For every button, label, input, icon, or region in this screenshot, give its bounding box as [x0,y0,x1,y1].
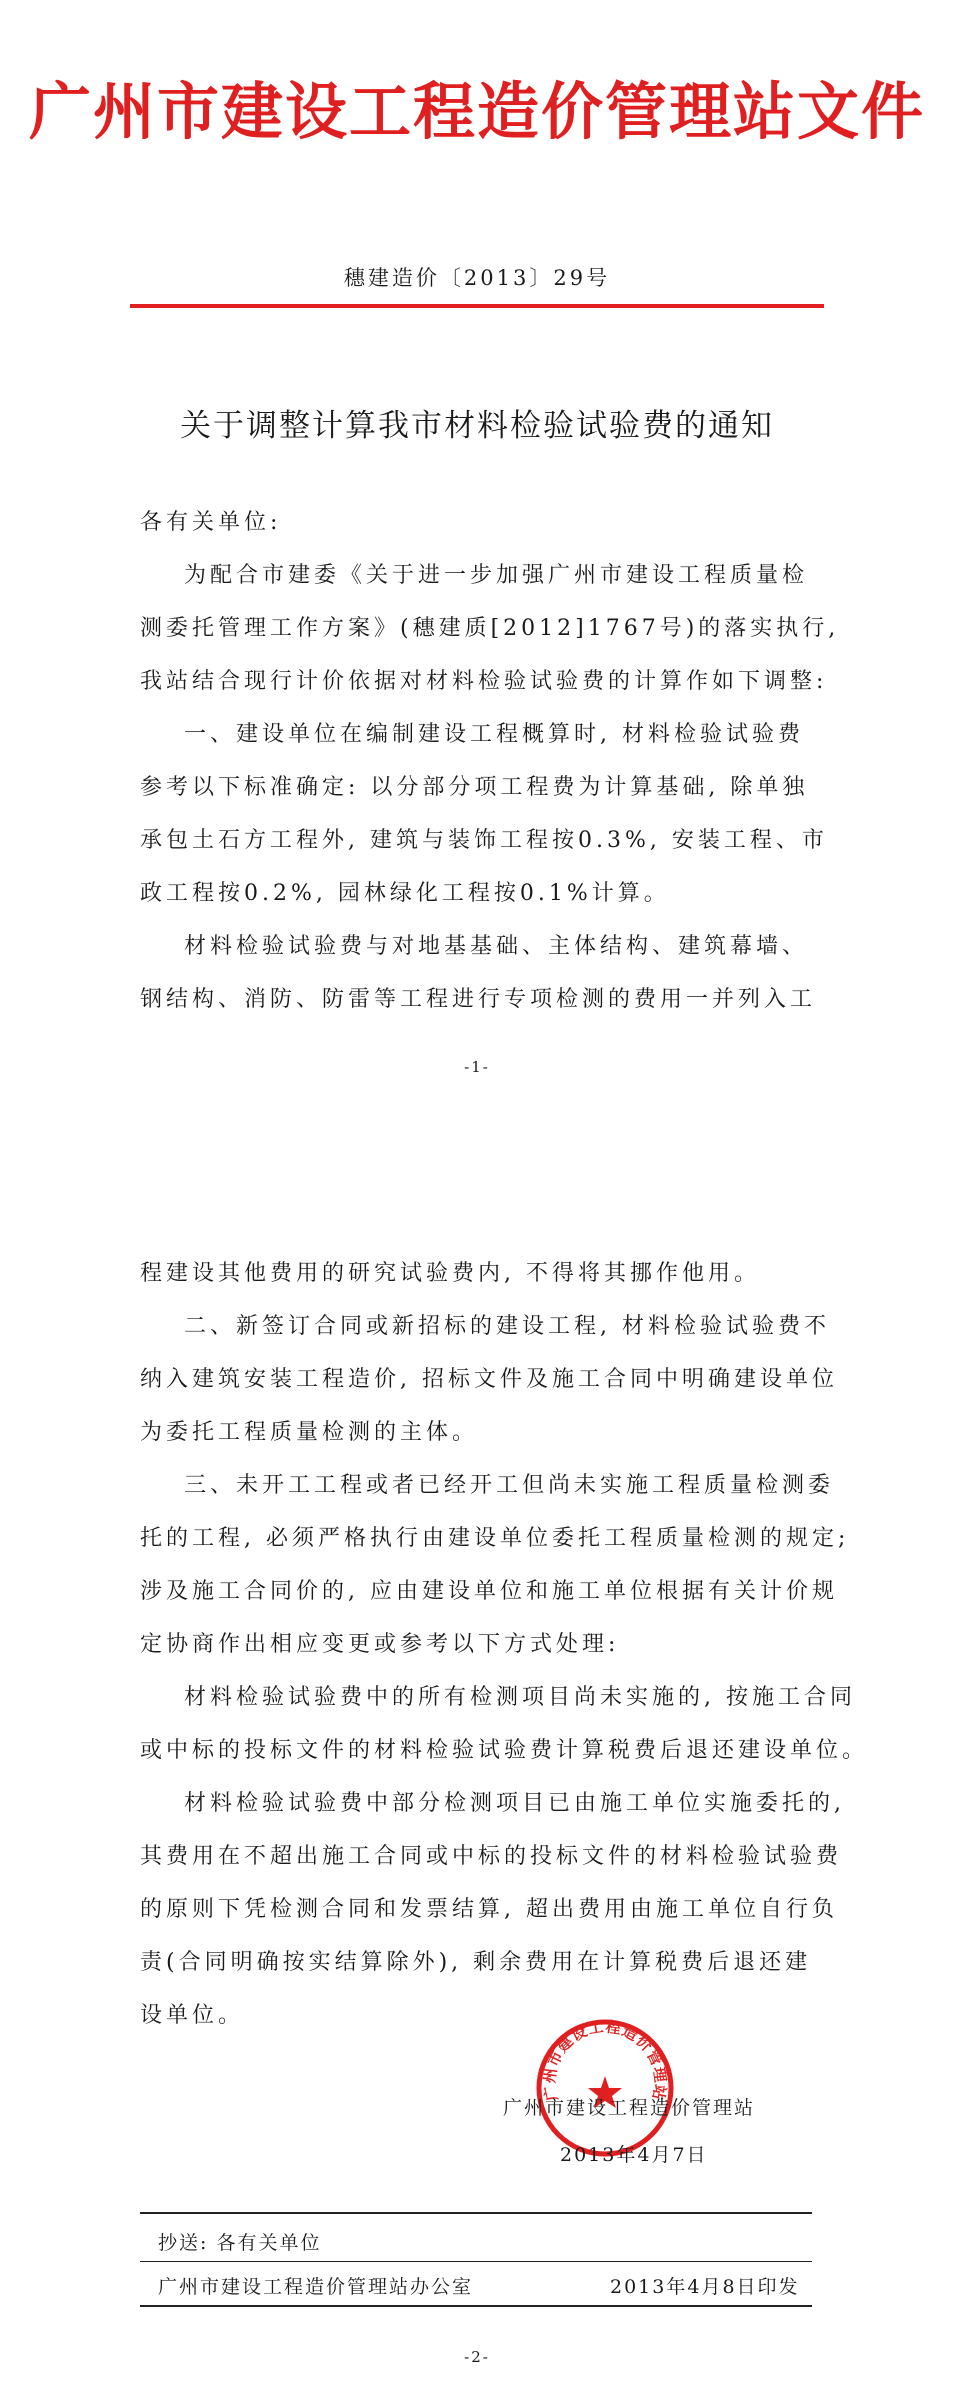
footer-rule-top [140,2212,812,2214]
official-seal [535,2018,675,2158]
footer-rule-bottom [140,2305,812,2307]
paragraph-line: 纳入建筑安装工程造价, 招标文件及施工合同中明确建设单位 [140,1367,838,1392]
paragraph-line: 责(合同明确按实结算除外), 剩余费用在计算税费后退还建 [140,1950,812,1975]
salutation: 各有关单位: [140,510,282,535]
signature-org: 广州市建设工程造价管理站 [503,2097,756,2119]
print-date: 2013年4月8日印发 [610,2276,800,2298]
paragraph-line: 二、新签订合同或新招标的建设工程, 材料检验试验费不 [184,1314,830,1339]
cc-line: 抄送: 各有关单位 [158,2232,322,2254]
issuer-office: 广州市建设工程造价管理站办公室 [158,2276,474,2298]
paragraph-line: 涉及施工合同价的, 应由建设单位和施工单位根据有关计价规 [140,1579,838,1604]
paragraph-line: 其费用在不超出施工合同或中标的投标文件的材料检验试验费 [140,1844,843,1869]
header-divider [130,304,824,308]
paragraph-line: 测委托管理工作方案》(穗建质[2012]1767号)的落实执行, [140,616,840,641]
paragraph-line: 或中标的投标文件的材料检验试验费计算税费后退还建设单位。 [140,1738,869,1763]
document-number: 穗建造价〔2013〕29号 [343,266,611,290]
paragraph-line: 材料检验试验费与对地基基础、主体结构、建筑幕墙、 [184,934,809,959]
paragraph-line: 托的工程, 必须严格执行由建设单位委托工程质量检测的规定; [140,1526,850,1551]
page-number-1: -1- [464,1058,490,1076]
document-header-title: 广州市建设工程造价管理站文件 [28,75,925,148]
paragraph-line: 设单位。 [140,2003,245,2028]
paragraph-line: 材料检验试验费中部分检测项目已由施工单位实施委托的, [184,1791,845,1816]
paragraph-line: 承包土石方工程外, 建筑与装饰工程按0.3%, 安装工程、市 [140,828,828,853]
paragraph-line: 定协商作出相应变更或参考以下方式处理: [140,1632,620,1657]
page-number-2: -2- [464,2348,490,2366]
paragraph-line: 一、建设单位在编制建设工程概算时, 材料检验试验费 [184,722,804,747]
paragraph-line: 材料检验试验费中的所有检测项目尚未实施的, 按施工合同 [184,1685,856,1710]
paragraph-line: 的原则下凭检测合同和发票结算, 超出费用由施工单位自行负 [140,1897,838,1922]
paragraph-line: 参考以下标准确定: 以分部分项工程费为计算基础, 除单独 [140,775,809,800]
paragraph-line: 我站结合现行计价依据对材料检验试验费的计算作如下调整: [140,669,828,694]
paragraph-line: 政工程按0.2%, 园林绿化工程按0.1%计算。 [140,881,670,906]
paragraph-line: 钢结构、消防、防雷等工程进行专项检测的费用一并列入工 [140,987,817,1012]
signature-date: 2013年4月7日 [560,2144,708,2166]
paragraph-line: 三、未开工工程或者已经开工但尚未实施工程质量检测委 [184,1473,835,1498]
paragraph-line: 为委托工程质量检测的主体。 [140,1420,479,1445]
notice-title: 关于调整计算我市材料检验试验费的通知 [180,408,774,444]
paragraph-line: 程建设其他费用的研究试验费内, 不得将其挪作他用。 [140,1261,760,1286]
paragraph-line: 为配合市建委《关于进一步加强广州市建设工程质量检 [184,563,809,588]
footer-rule-mid [140,2261,812,2262]
seal-text: 广州市建设工程造价管理站 [540,2018,670,2103]
